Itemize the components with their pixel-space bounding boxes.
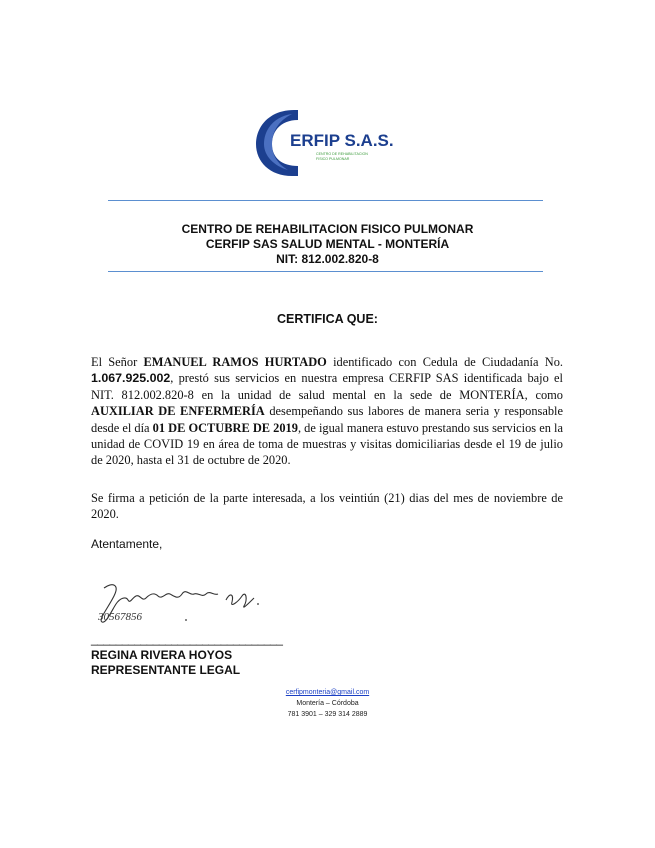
para-text: identificado con Cedula de Ciudadanía No. <box>326 355 563 369</box>
start-date: 01 DE OCTUBRE DE 2019 <box>152 420 298 435</box>
logo-tagline-1: CENTRO DE REHABILITACION <box>316 152 368 156</box>
footer-city: Montería – Córdoba <box>296 700 359 707</box>
para-text: , prestó sus servicios en nuestra empresa CERFIP SAS identificada bajo el NIT. 812.002.820-8 en la unidad de salud mental en la sede de MONTERÍA, como <box>91 371 563 402</box>
header-line-2: CERFIP SAS SALUD MENTAL - MONTERÍA <box>205 237 450 251</box>
logo-name: ERFIP S.A.S. <box>290 131 394 150</box>
employee-id: 1.067.925.002 <box>91 371 171 386</box>
closing-salutation: Atentamente, <box>91 537 163 551</box>
para-text: El Señor <box>91 355 144 369</box>
footer-email-link[interactable]: cerfipmonteria@gmail.com <box>285 689 370 696</box>
footer-phones: 781 3901 – 329 314 2889 <box>287 711 368 718</box>
para-text: desempeñando sus labores de manera seria y responsable desde el día <box>91 404 563 435</box>
company-logo <box>252 106 402 178</box>
signature-number: 30567856 <box>98 611 142 623</box>
header-nit: NIT: 812.002.820-8 <box>276 252 379 266</box>
header-line-1: CENTRO DE REHABILITACION FISICO PULMONAR <box>181 222 474 236</box>
employee-name: EMANUEL RAMOS HURTADO <box>143 355 327 369</box>
signer-name: REGINA RIVERA HOYOS <box>91 648 233 662</box>
logo-tagline-2: FISICO PULMONAR <box>316 157 350 161</box>
footer-contact <box>0 687 655 720</box>
certifica-heading: CERTIFICA QUE: <box>277 312 378 326</box>
certification-paragraph <box>91 354 563 469</box>
header-top-rule <box>108 200 543 201</box>
handwritten-signature <box>92 574 267 630</box>
signer-block <box>91 648 240 678</box>
signing-paragraph: Se firma a petición de la parte interesada, a los veintiún (21) dias del mes de noviembre de 2020. <box>91 491 563 522</box>
signer-title: REPRESENTANTE LEGAL <box>91 663 241 677</box>
header-bottom-rule <box>108 271 543 272</box>
employee-role: AUXILIAR DE ENFERMERÍA <box>91 404 265 419</box>
signature-line: _______________________________ <box>91 632 283 646</box>
para-text: , de igual manera estuvo prestando sus servicios en la unidad de COVID 19 en área de toma de muestras y visitas domiciliarias desde el 19 de julio de 2020, hasta el 31 de octubre de 2020. <box>91 420 563 468</box>
